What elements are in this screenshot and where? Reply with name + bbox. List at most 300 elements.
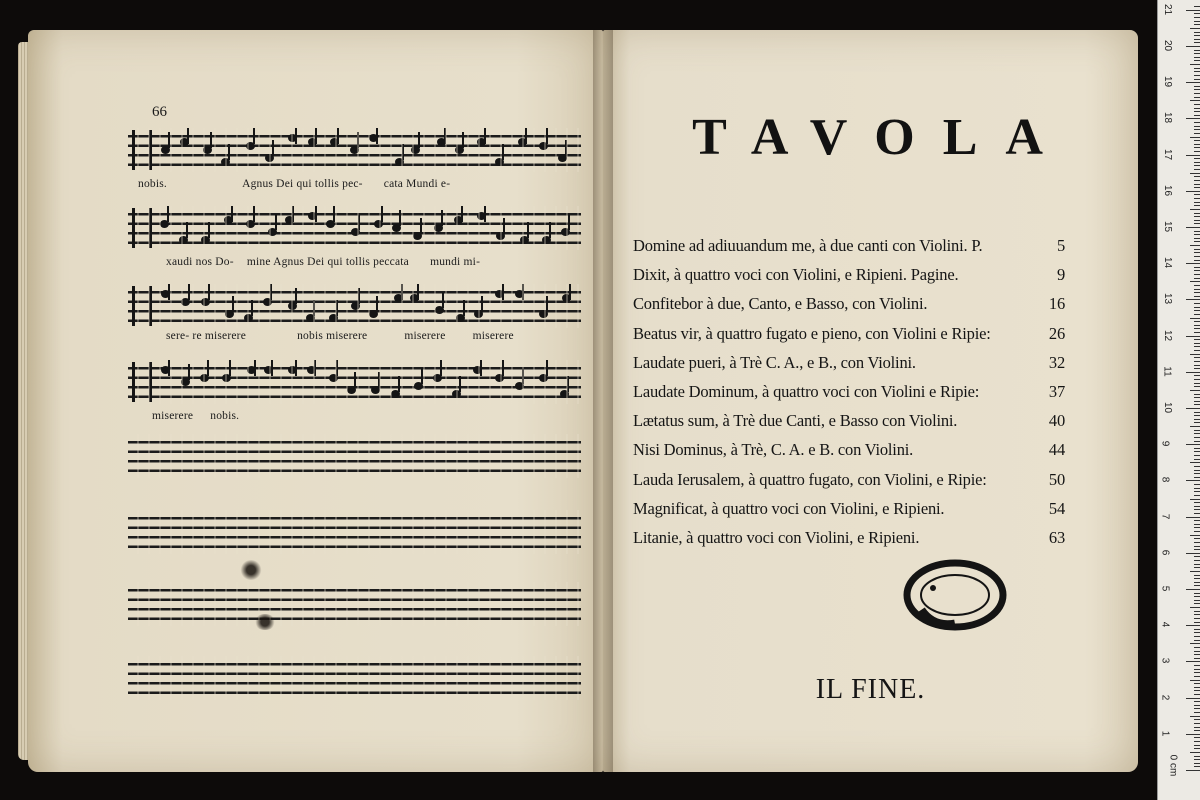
- music-note: [495, 374, 504, 382]
- music-note: [225, 310, 234, 318]
- music-note: [246, 142, 255, 150]
- music-note: [392, 224, 401, 232]
- ruler-tick: [1194, 89, 1200, 90]
- toc-entry-page: 50: [1048, 469, 1065, 489]
- ruler-tick: [1194, 147, 1200, 148]
- ruler-tick: [1194, 194, 1200, 195]
- toc-entry: [633, 353, 1065, 382]
- ruler-tick: [1186, 227, 1200, 228]
- note-stem: [481, 296, 483, 312]
- ruler-tick: [1190, 607, 1200, 608]
- ruler-tick: [1194, 21, 1200, 22]
- toc-entry-page: 9: [1056, 265, 1065, 285]
- ruler-tick: [1194, 176, 1200, 177]
- lyric-text: miserere: [404, 330, 446, 342]
- ruler-tick: [1190, 354, 1200, 355]
- ruler-tick: [1186, 118, 1200, 119]
- music-note: [326, 220, 335, 228]
- ruler-tick: [1194, 383, 1200, 384]
- ruler-tick: [1194, 723, 1200, 724]
- music-note: [435, 306, 444, 314]
- music-note: [330, 138, 339, 146]
- music-note: [351, 228, 360, 236]
- ruler-tick: [1194, 321, 1200, 322]
- ruler-tick: [1194, 220, 1200, 221]
- ruler-tick: [1194, 582, 1200, 583]
- ruler-tick: [1194, 527, 1200, 528]
- ruler-number: 6: [1159, 549, 1171, 556]
- ruler-tick: [1190, 137, 1200, 138]
- music-note: [391, 390, 400, 398]
- ruler-tick: [1194, 292, 1200, 293]
- lyric-line: [136, 330, 586, 342]
- ruler-tick: [1194, 60, 1200, 61]
- music-note: [477, 138, 486, 146]
- table-of-contents: [633, 236, 1065, 557]
- ruler-tick: [1194, 690, 1200, 691]
- ruler-tick: [1194, 466, 1200, 467]
- music-note: [285, 216, 294, 224]
- ruler-tick: [1186, 263, 1200, 264]
- empty-staff: [128, 434, 581, 478]
- ruler-tick: [1194, 343, 1200, 344]
- ruler-tick: [1194, 6, 1200, 7]
- ruler-tick: [1194, 278, 1200, 279]
- ruler-number: 20: [1162, 39, 1174, 52]
- ruler-tick: [1194, 256, 1200, 257]
- ruler-tick: [1194, 357, 1200, 358]
- note-stem: [567, 376, 569, 392]
- music-note: [308, 138, 317, 146]
- ruler-tick: [1194, 126, 1200, 127]
- note-stem: [502, 360, 504, 376]
- note-stem: [315, 206, 317, 222]
- music-note: [414, 382, 423, 390]
- ruler-tick: [1194, 394, 1200, 395]
- ruler-number: 19: [1162, 76, 1174, 88]
- ruler-tick: [1194, 658, 1200, 659]
- ruler-tick: [1194, 238, 1200, 239]
- note-stem: [522, 284, 524, 300]
- music-note: [394, 294, 403, 302]
- music-note: [515, 290, 524, 298]
- ruler-tick: [1190, 426, 1200, 427]
- ruler-tick: [1194, 614, 1200, 615]
- ruler-tick: [1194, 216, 1200, 217]
- ruler-tick: [1194, 455, 1200, 456]
- ruler-number: 4: [1159, 621, 1171, 628]
- ruler-tick: [1194, 35, 1200, 36]
- ruler-tick: [1194, 108, 1200, 109]
- ruler-tick: [1194, 593, 1200, 594]
- clef-icon: [132, 362, 152, 402]
- right-page-index: [603, 30, 1138, 772]
- ruler-number: 2: [1159, 694, 1171, 700]
- toc-entry: [633, 499, 1065, 528]
- note-stem: [210, 132, 212, 148]
- ruler-tick: [1194, 524, 1200, 525]
- ruler-tick: [1194, 140, 1200, 141]
- ruler-tick: [1194, 575, 1200, 576]
- ruler-tick: [1194, 404, 1200, 405]
- music-note: [161, 290, 170, 298]
- ruler-tick: [1190, 245, 1200, 246]
- ruler-tick: [1194, 339, 1200, 340]
- note-stem: [376, 128, 378, 144]
- note-stem: [167, 206, 169, 222]
- ruler-tick: [1194, 133, 1200, 134]
- ruler-tick: [1186, 444, 1200, 445]
- ruler-tick: [1190, 209, 1200, 210]
- music-note: [374, 220, 383, 228]
- toc-entry-title: Litanie, à quattro voci con Violini, e Ripieni.: [633, 527, 920, 547]
- ruler-tick: [1194, 13, 1200, 14]
- note-stem: [168, 132, 170, 148]
- note-stem: [398, 376, 400, 392]
- note-stem: [168, 284, 170, 300]
- ruler-tick: [1194, 560, 1200, 561]
- ruler-tick: [1194, 618, 1200, 619]
- ruler-number: 1: [1159, 730, 1171, 737]
- music-note: [329, 374, 338, 382]
- note-stem: [546, 360, 548, 376]
- toc-entry: [633, 236, 1065, 265]
- ruler-tick: [1194, 165, 1200, 166]
- toc-entry-page: 5: [1056, 236, 1065, 255]
- note-stem: [295, 128, 297, 144]
- ink-stain: [240, 560, 262, 580]
- ruler-tick: [1194, 730, 1200, 731]
- ruler-number: 15: [1162, 220, 1174, 233]
- toc-entry-title: Confitebor à due, Canto, e Basso, con Violini.: [633, 294, 928, 314]
- ruler-number: 11: [1161, 366, 1173, 377]
- lyric-text: mundi mi-: [430, 256, 481, 268]
- ruler-tick: [1194, 24, 1200, 25]
- music-note: [558, 154, 567, 162]
- music-note: [203, 146, 212, 154]
- note-stem: [336, 360, 338, 376]
- ruler-tick: [1194, 611, 1200, 612]
- ruler-tick: [1186, 589, 1200, 590]
- note-stem: [254, 360, 256, 376]
- toc-entry-title: Magnificat, à quattro voci con Violini, e Ripieni.: [633, 498, 945, 518]
- ruler-tick: [1194, 745, 1200, 746]
- note-stem: [358, 214, 360, 230]
- clef-icon: [132, 286, 152, 326]
- ruler-number: 21: [1162, 3, 1174, 15]
- toc-entry-title: Lauda Ierusalem, à quattro fugato, con Violini, e Ripie:: [633, 469, 987, 489]
- ruler-tick: [1186, 698, 1200, 699]
- toc-entry-page: 40: [1048, 411, 1065, 431]
- ruler-tick: [1194, 603, 1200, 604]
- ruler-tick: [1194, 93, 1200, 94]
- ruler-tick: [1194, 213, 1200, 214]
- ruler-tick: [1190, 390, 1200, 391]
- ruler-tick: [1194, 640, 1200, 641]
- lyric-text: miserere: [472, 330, 514, 342]
- music-note: [452, 390, 461, 398]
- note-stem: [503, 218, 505, 234]
- ruler-tick: [1194, 419, 1200, 420]
- note-stem: [207, 360, 209, 376]
- music-note: [369, 310, 378, 318]
- note-stem: [525, 128, 527, 144]
- ruler-tick: [1194, 350, 1200, 351]
- ruler-tick: [1190, 281, 1200, 282]
- music-note: [477, 212, 486, 220]
- music-note: [351, 302, 360, 310]
- music-note: [347, 386, 356, 394]
- toc-entry-title: Laudate pueri, à Trè C. A., e B., con Violini.: [633, 352, 916, 372]
- ruler-tick: [1194, 600, 1200, 601]
- ruler-tick: [1194, 441, 1200, 442]
- ruler-tick: [1190, 535, 1200, 536]
- ruler-tick: [1194, 270, 1200, 271]
- ruler-tick: [1194, 473, 1200, 474]
- ruler-number: 10: [1162, 401, 1174, 414]
- toc-entry-page: 63: [1048, 527, 1065, 547]
- note-stem: [401, 284, 403, 300]
- music-note: [518, 138, 527, 146]
- ruler-tick: [1194, 502, 1200, 503]
- note-stem: [232, 296, 234, 312]
- lyric-line: [136, 256, 586, 268]
- note-stem: [186, 222, 188, 238]
- ruler-tick: [1190, 643, 1200, 644]
- toc-entry-title: Beatus vir, à quattro fugato e pieno, con Violini e Ripie:: [633, 323, 991, 343]
- ruler-tick: [1194, 484, 1200, 485]
- toc-entry-page: 16: [1048, 294, 1065, 314]
- ink-stain: [254, 614, 276, 630]
- ruler-tick: [1190, 318, 1200, 319]
- ruler-tick: [1190, 462, 1200, 463]
- note-stem: [270, 284, 272, 300]
- staff-notes: [128, 206, 581, 250]
- ruler-tick: [1190, 100, 1200, 101]
- staff-notes: [128, 360, 581, 404]
- ruler-tick: [1194, 162, 1200, 163]
- note-stem: [399, 210, 401, 226]
- toc-entry: [633, 294, 1065, 323]
- ruler-tick: [1194, 513, 1200, 514]
- ruler-tick: [1194, 17, 1200, 18]
- music-note: [307, 366, 316, 374]
- ruler-tick: [1194, 32, 1200, 33]
- ruler-number: 14: [1162, 257, 1174, 269]
- measuring-ruler: [1157, 0, 1200, 800]
- ruler-tick: [1186, 46, 1200, 47]
- music-note: [221, 158, 230, 166]
- toc-entry-title: Lætatus sum, à Trè due Canti, e Basso con Violini.: [633, 411, 958, 431]
- ruler-tick: [1190, 752, 1200, 753]
- ruler-tick: [1194, 274, 1200, 275]
- note-stem: [272, 140, 274, 156]
- music-staff: [128, 128, 581, 172]
- lyric-line: [136, 178, 586, 190]
- ruler-tick: [1194, 430, 1200, 431]
- note-stem: [418, 132, 420, 148]
- ruler-tick: [1194, 654, 1200, 655]
- note-stem: [271, 360, 273, 376]
- toc-entry-title: Laudate Dominum, à quattro voci con Violini e Ripie:: [633, 381, 980, 401]
- note-stem: [354, 372, 356, 388]
- note-stem: [444, 128, 446, 144]
- music-note: [542, 236, 551, 244]
- note-stem: [459, 376, 461, 392]
- ruler-tick: [1194, 766, 1200, 767]
- note-stem: [376, 296, 378, 312]
- music-note: [161, 366, 170, 374]
- ruler-tick: [1194, 488, 1200, 489]
- music-note: [520, 236, 529, 244]
- music-note: [200, 374, 209, 382]
- note-stem: [228, 144, 230, 160]
- ruler-number: 9: [1159, 440, 1171, 447]
- ruler-number: 13: [1162, 293, 1174, 305]
- toc-entry-page: 37: [1048, 381, 1065, 401]
- note-stem: [336, 300, 338, 316]
- ruler-number: 8: [1159, 477, 1171, 483]
- ruler-tick: [1194, 433, 1200, 434]
- ruler-tick: [1194, 386, 1200, 387]
- ruler-tick: [1194, 459, 1200, 460]
- ruler-tick: [1194, 451, 1200, 452]
- note-stem: [187, 128, 189, 144]
- ruler-tick: [1194, 122, 1200, 123]
- ruler-number: 18: [1162, 112, 1174, 124]
- ruler-tick: [1186, 770, 1200, 771]
- music-note: [495, 290, 504, 298]
- note-stem: [462, 132, 464, 148]
- ruler-tick: [1194, 676, 1200, 677]
- clef-icon: [132, 208, 152, 248]
- music-note: [455, 146, 464, 154]
- ruler-tick: [1194, 759, 1200, 760]
- ruler-tick: [1194, 249, 1200, 250]
- toc-entry: [633, 382, 1065, 411]
- music-note: [437, 138, 446, 146]
- toc-entry-title: Dixit, à quattro voci con Violini, e Ripieni. Pagine.: [633, 265, 959, 285]
- ruler-tick: [1194, 470, 1200, 471]
- toc-entry: [633, 470, 1065, 499]
- lyric-line: [136, 410, 586, 422]
- note-stem: [484, 206, 486, 222]
- ruler-number: 7: [1159, 513, 1171, 519]
- note-stem: [315, 128, 317, 144]
- ruler-tick: [1194, 506, 1200, 507]
- ruler-tick: [1194, 596, 1200, 597]
- music-note: [496, 232, 505, 240]
- ruler-tick: [1194, 520, 1200, 521]
- ruler-tick: [1194, 198, 1200, 199]
- ruler-tick: [1194, 585, 1200, 586]
- note-stem: [441, 210, 443, 226]
- note-stem: [381, 206, 383, 222]
- lyric-text: miserere: [152, 410, 194, 422]
- left-page-music: [28, 30, 603, 772]
- ruler-tick: [1194, 375, 1200, 376]
- ruler-tick: [1194, 42, 1200, 43]
- note-stem: [292, 206, 294, 222]
- ruler-number: 16: [1162, 184, 1174, 196]
- library-stamp-icon: [903, 558, 1007, 632]
- music-note: [264, 366, 273, 374]
- note-stem: [208, 284, 210, 300]
- ruler-tick: [1194, 401, 1200, 402]
- ruler-tick: [1194, 57, 1200, 58]
- book-gutter: [593, 30, 613, 772]
- toc-entry-title: Domine ad adiuuandum me, à due canti con Violini. P.: [633, 236, 983, 255]
- music-note: [413, 232, 422, 240]
- music-note: [411, 146, 420, 154]
- lyric-text: mine Agnus Dei qui tollis peccata: [246, 256, 409, 268]
- ruler-tick: [1186, 553, 1200, 554]
- note-stem: [253, 206, 255, 222]
- ruler-tick: [1194, 397, 1200, 398]
- music-note: [268, 228, 277, 236]
- note-stem: [208, 222, 210, 238]
- ruler-tick: [1194, 267, 1200, 268]
- ruler-tick: [1194, 368, 1200, 369]
- note-stem: [231, 206, 233, 222]
- closing-text: IL FINE.: [815, 674, 926, 705]
- ruler-tick: [1194, 79, 1200, 80]
- note-stem: [463, 300, 465, 316]
- ruler-tick: [1194, 231, 1200, 232]
- music-note: [306, 314, 315, 322]
- ruler-tick: [1194, 39, 1200, 40]
- music-note: [179, 236, 188, 244]
- note-stem: [549, 222, 551, 238]
- ruler-tick: [1186, 408, 1200, 409]
- ruler-tick: [1194, 578, 1200, 579]
- note-stem: [188, 284, 190, 300]
- music-note: [371, 386, 380, 394]
- note-stem: [569, 284, 571, 300]
- ruler-tick: [1194, 151, 1200, 152]
- ruler-tick: [1190, 173, 1200, 174]
- ruler-tick: [1186, 480, 1200, 481]
- note-stem: [337, 128, 339, 144]
- ruler-tick: [1194, 289, 1200, 290]
- lyric-text: sere- re miserere: [166, 330, 247, 342]
- ruler-tick: [1194, 169, 1200, 170]
- music-note: [350, 146, 359, 154]
- empty-staff: [128, 582, 581, 626]
- music-staff: [128, 360, 581, 404]
- note-stem: [275, 214, 277, 230]
- ruler-tick: [1194, 332, 1200, 333]
- ruler-tick: [1194, 705, 1200, 706]
- music-note: [495, 158, 504, 166]
- note-stem: [442, 292, 444, 308]
- music-note: [456, 314, 465, 322]
- ruler-tick: [1194, 665, 1200, 666]
- ruler-tick: [1194, 415, 1200, 416]
- ruler-tick: [1194, 50, 1200, 51]
- music-note: [181, 298, 190, 306]
- music-note: [263, 298, 272, 306]
- note-stem: [314, 360, 316, 376]
- toc-entry-page: 54: [1048, 498, 1065, 518]
- ruler-tick: [1194, 241, 1200, 242]
- ruler-tick: [1194, 701, 1200, 702]
- ruler-tick: [1194, 379, 1200, 380]
- note-stem: [502, 144, 504, 160]
- note-stem: [461, 206, 463, 222]
- note-stem: [357, 132, 359, 148]
- music-note: [222, 374, 231, 382]
